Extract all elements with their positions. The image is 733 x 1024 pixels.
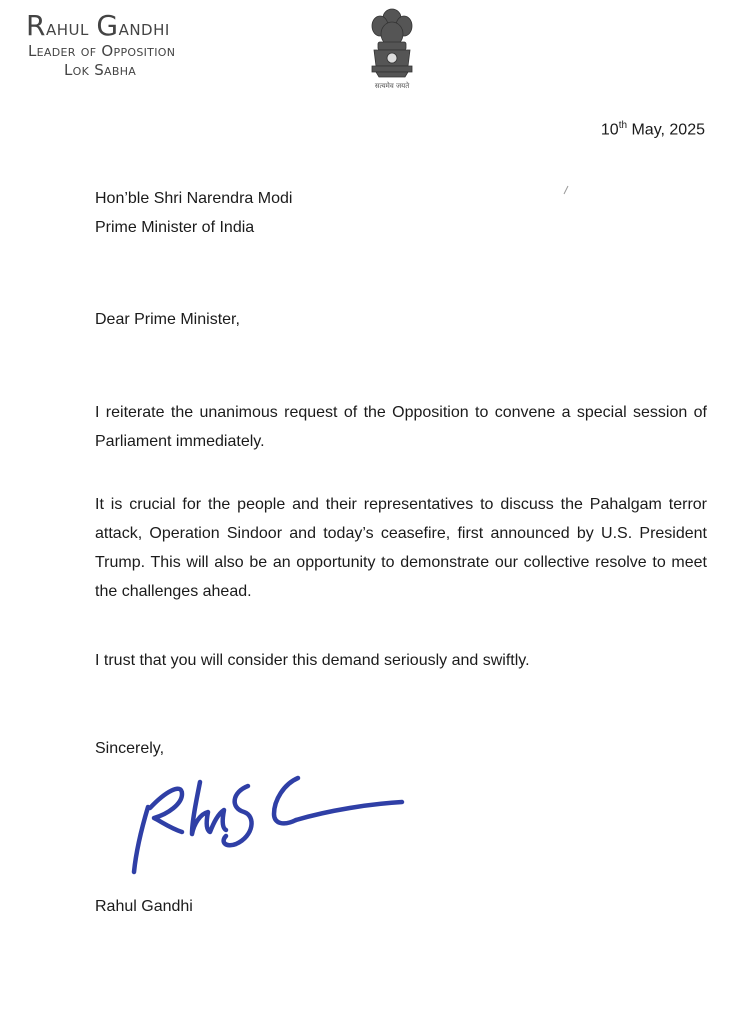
recipient-block — [95, 184, 292, 242]
salutation: Dear Prime Minister, — [95, 311, 240, 328]
recipient-title: Prime Minister of India — [95, 219, 255, 236]
letterhead-designation: Leader of Opposition — [28, 42, 176, 60]
closing: Sincerely, — [95, 740, 165, 757]
signer-name: Rahul Gandhi — [95, 898, 193, 915]
recipient-name: Hon’ble Shri Narendra Modi — [95, 190, 293, 207]
date-suffix: th — [618, 120, 628, 131]
date-day: 10 — [600, 121, 619, 139]
national-emblem — [356, 4, 428, 96]
name-rest: ahul — [45, 16, 89, 41]
stray-mark — [563, 185, 569, 195]
body-paragraph-1: I reiterate the unanimous request of the Opposition to convene a special session of Parliament immediately. — [95, 404, 707, 450]
surname-rest: andhi — [118, 16, 170, 41]
name-initial: R — [26, 9, 46, 42]
national-emblem-icon — [364, 4, 420, 84]
letterhead — [26, 9, 176, 79]
body-paragraph-2: It is crucial for the people and their representatives to discuss the Pahalgam terror attack, Operation Sindoor and today’s ceasefire, first announced by U.S. President Trump. This will also be an opportunity to demonstrate our collective resolve to meet the challenges ahead. — [95, 496, 707, 600]
date-month-year: May, 2025 — [627, 121, 705, 139]
body-paragraph-3: I trust that you will consider this demand seriously and swiftly. — [95, 652, 530, 669]
letterhead-name — [26, 9, 175, 42]
surname-initial: G — [96, 9, 119, 42]
handwritten-signature — [120, 752, 420, 882]
emblem-motto: सत्यमेव जयते — [374, 82, 410, 90]
letter-date — [601, 120, 705, 139]
letterhead-house: Lok Sabha — [64, 61, 137, 79]
